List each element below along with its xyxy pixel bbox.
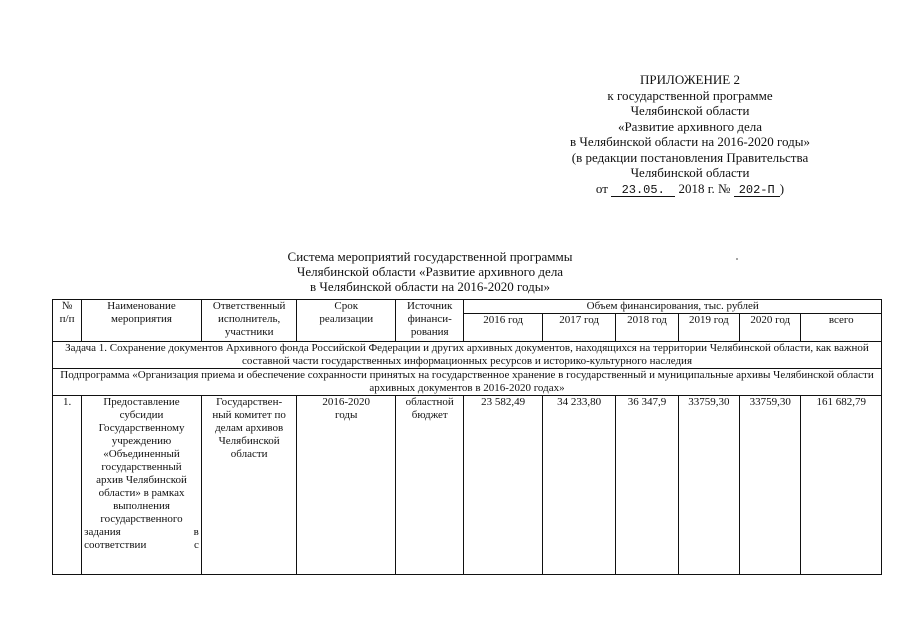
appendix-line: к государственной программе bbox=[607, 87, 773, 103]
appendix-line: Челябинской области bbox=[630, 165, 750, 180]
header-funding: Объем финансирования, тыс. рублей bbox=[464, 300, 882, 314]
header-responsible: Ответственный исполнитель, участники bbox=[201, 300, 297, 342]
appendix-date-line bbox=[520, 181, 860, 197]
header-source: Источник финанси- рования bbox=[396, 300, 464, 342]
appendix-heading: ПРИЛОЖЕНИЕ 2 bbox=[640, 72, 740, 87]
subprogram-row bbox=[53, 369, 882, 396]
resolution-date: 23.05. bbox=[611, 184, 675, 197]
header-year: 2017 год bbox=[542, 314, 615, 342]
appendix-line: Челябинской области bbox=[630, 103, 750, 118]
title-line: в Челябинской области на 2016-2020 годы» bbox=[310, 279, 550, 294]
row-num: 1. bbox=[53, 396, 82, 575]
header-num: № п/п bbox=[53, 300, 82, 342]
row-name-line: выполнения bbox=[113, 500, 170, 512]
year-text: 2018 г. № bbox=[678, 180, 731, 196]
title-line: Система мероприятий государственной программы bbox=[287, 249, 573, 264]
row-name-word: задания bbox=[84, 526, 121, 538]
row-name-word: в bbox=[193, 526, 199, 538]
appendix-line: (в редакции постановления Правительства bbox=[571, 149, 809, 165]
table-row bbox=[53, 396, 882, 575]
resolution-number: 202-П bbox=[734, 184, 780, 197]
row-name-line bbox=[84, 539, 199, 552]
appendix-line: в Челябинской области на 2016-2020 годы» bbox=[570, 134, 810, 149]
row-name-line: Предоставление bbox=[103, 396, 180, 408]
row-name-line: «Объединенный bbox=[103, 448, 180, 460]
row-value-2017: 34 233,80 bbox=[542, 396, 615, 575]
row-period: 2016-2020 годы bbox=[297, 396, 396, 575]
header-year: 2016 год bbox=[464, 314, 542, 342]
header-total: всего bbox=[801, 314, 882, 342]
appendix-block bbox=[520, 72, 860, 197]
from-prefix: от bbox=[595, 180, 608, 196]
row-value-2016: 23 582,49 bbox=[464, 396, 542, 575]
task-text: Задача 1. Сохранение документов Архивного фонда Российской Федерации и других архивных документов, находящихся на территории Челябинской области, как важной составной части государственных информационных ресурсов и историко-культурного наследия bbox=[53, 342, 882, 369]
task-row bbox=[53, 342, 882, 369]
row-name bbox=[82, 396, 202, 575]
title-line: Челябинской области «Развитие архивного дела bbox=[296, 264, 564, 279]
header-name: Наименование мероприятия bbox=[82, 300, 202, 342]
scan-speck bbox=[736, 258, 738, 260]
row-value-2020: 33759,30 bbox=[740, 396, 801, 575]
row-source: областной бюджет bbox=[396, 396, 464, 575]
header-row bbox=[53, 300, 882, 314]
row-name-line: учреждению bbox=[111, 435, 172, 447]
row-name-line bbox=[84, 526, 199, 539]
row-name-line: государственный bbox=[101, 461, 182, 473]
subprogram-text: Подпрограмма «Организация приема и обеспечение сохранности принятых на государственное хранение в государственный и муниципальные архивы Челябинской области архивных документов в 2016-2020 годах» bbox=[53, 369, 882, 396]
header-year: 2019 год bbox=[678, 314, 739, 342]
header-year: 2018 год bbox=[616, 314, 678, 342]
close-paren: ) bbox=[779, 180, 785, 196]
row-responsible: Государствен- ный комитет по делам архивов Челябинской области bbox=[201, 396, 297, 575]
row-name-line: субсидии bbox=[119, 409, 164, 421]
row-value-2019: 33759,30 bbox=[678, 396, 739, 575]
header-period: Срок реализации bbox=[297, 300, 396, 342]
row-name-line: Государственному bbox=[98, 422, 185, 434]
row-name-line: государственного bbox=[100, 513, 183, 525]
appendix-line: «Развитие архивного дела bbox=[617, 118, 763, 134]
document-title bbox=[220, 249, 640, 294]
row-name-line: архив Челябинской bbox=[96, 474, 187, 486]
row-value-total: 161 682,79 bbox=[801, 396, 882, 575]
row-value-2018: 36 347,9 bbox=[616, 396, 678, 575]
header-year: 2020 год bbox=[740, 314, 801, 342]
measures-table bbox=[52, 299, 882, 575]
row-name-word: с bbox=[193, 539, 199, 551]
row-name-word: соответствии bbox=[84, 539, 147, 551]
row-name-line: области» в рамках bbox=[98, 487, 185, 499]
